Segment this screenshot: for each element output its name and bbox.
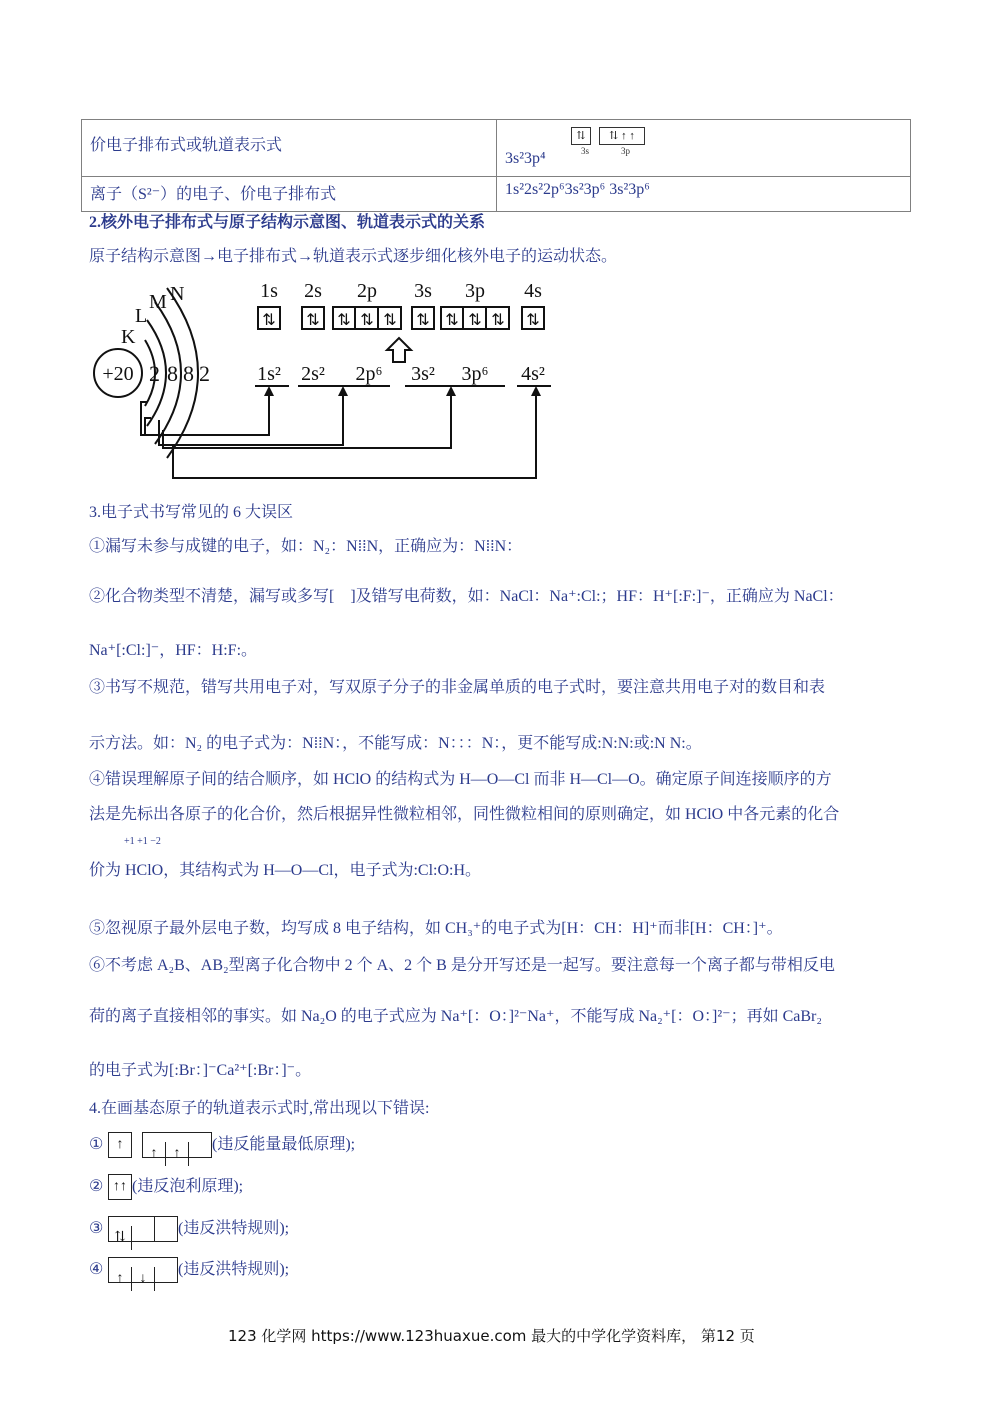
error-item-4-note: (违反洪特规则); [178,1261,290,1278]
shell-l: L [135,305,148,327]
error-item-3-box: ⇅ [108,1216,178,1242]
section3-p3a: ③书写不规范，错写共用电子对，写双原子分子的非金属单质的电子式时，要注意共用电子对的数目和表 [89,679,826,696]
svg-text:2: 2 [199,361,210,386]
svg-text:1s: 1s [260,280,278,302]
svg-text:3s: 3s [414,280,432,302]
error-item-1-num: ① [89,1136,104,1153]
section3-p2b: Na⁺[:Cl:]⁻，HF：H:F:。 [89,642,258,659]
electron-config-table [81,119,911,212]
row1-value: ⇅ ⇅ ↑ ↑ 3s 3p 3s²3p⁴ [497,120,911,177]
svg-text:⇅: ⇅ [337,310,351,329]
svg-text:2p: 2p [357,280,377,302]
svg-text:2p⁶: 2p⁶ [355,363,383,385]
section3-p4b: 法是先标出各原子的化合价，然后根据异性微粒相邻，同性微粒相间的原则确定，如 HClO 中各元素的化合 [89,806,840,823]
section3-p6b: 荷的离子直接相邻的事实。如 Na₂O 的电子式应为 Na⁺[：O：]²⁻Na⁺，不能写成 Na₂⁺[：O：]²⁻；再如 CaBr₂ [89,1008,822,1025]
svg-text:⇅: ⇅ [262,310,276,329]
svg-text:2: 2 [149,361,160,386]
svg-text:⇅: ⇅ [416,310,430,329]
error-item-4-box: ↑ ↓ [108,1257,178,1283]
valence-marks: +1 +1 −2 [124,836,161,847]
svg-text:⇅: ⇅ [306,310,320,329]
section3-p6a: ⑥不考虑 A₂B、AB₂型离子化合物中 2 个 A、2 个 B 是分开写还是一起写。要注意每一个离子都与带相反电 [89,957,835,974]
shell-m: M [149,291,167,313]
svg-text:4s: 4s [524,280,542,302]
error-item-2-num: ② [89,1178,104,1195]
error-item-2-note: (违反泡利原理); [132,1178,244,1195]
svg-text:2s: 2s [304,280,322,302]
shell-n: N [170,283,185,305]
row2-label: 离子（S²⁻）的电子、价电子排布式 [82,177,497,212]
error-item-1-box-a: ↑ [108,1132,132,1158]
nucleus-charge: +20 [102,363,134,385]
section2-intro: 原子结构示意图→电子排布式→轨道表示式逐步细化核外电子的运动状态。 [89,248,618,265]
svg-text:8: 8 [183,361,194,386]
section3-p1: ①漏写未参与成键的电子，如：N₂：N⁞⁞N，正确应为：N⁞⁞N： [89,538,523,555]
section3-p2a: ②化合物类型不清楚，漏写或多写[ ]及错写电荷数，如：NaCl：Na⁺:Cl:；HF：H⁺[:F:]⁻，正确应为 NaCl： [89,588,844,605]
svg-text:⇅: ⇅ [526,310,540,329]
svg-text:4s²: 4s² [521,363,545,385]
svg-text:3p⁶: 3p⁶ [461,363,489,385]
svg-text:3s²: 3s² [411,363,435,385]
section3-p6c: 的电子式为[:Br：]⁻Ca²⁺[:Br：]⁻。 [89,1062,312,1079]
svg-text:8: 8 [167,361,178,386]
orbital-boxes: ⇅ ⇅ ↑ ↑ [571,126,645,145]
section3-p3b: 示方法。如：N₂ 的电子式为：N⁞⁞N：，不能写成：N：：：N：，更不能写成:N:N:或:N N:。 [89,735,702,752]
section3-p5: ⑤忽视原子最外层电子数，均写成 8 电子结构，如 CH₃⁺的电子式为[H：CH：H]⁺而非[H：CH：]⁺。 [89,920,783,937]
svg-text:⇅: ⇅ [360,310,374,329]
row1-label: 价电子排布式或轨道表示式 [82,120,497,177]
error-item-3-num: ③ [89,1220,104,1237]
section3-heading: 3.电子式书写常见的 6 大误区 [89,504,294,521]
row2-value: 1s²2s²2p⁶3s²3p⁶ 3s²3p⁶ [497,177,911,212]
error-item-4-num: ④ [89,1261,104,1278]
svg-text:1s²: 1s² [257,363,281,385]
page-footer: 123 化学网 https://www.123huaxue.com 最大的中学化学资料库， 第12 页 [228,1327,755,1345]
error-item-1-note: (违反能量最低原理); [212,1136,356,1153]
error-item-2-box: ↑↑ [108,1174,132,1200]
atomic-structure-diagram [85,280,565,495]
error-item-3-note: (违反洪特规则); [178,1220,290,1237]
svg-text:2s²: 2s² [301,363,325,385]
svg-text:⇅: ⇅ [383,310,397,329]
section3-p4c: 价为 HClO，其结构式为 H—O—Cl，电子式为:Cl:O:H。 [89,862,482,879]
section4-heading: 4.在画基态原子的轨道表示式时,常出现以下错误: [89,1100,430,1117]
svg-text:⇅: ⇅ [491,310,505,329]
section3-p4a: ④错误理解原子间的结合顺序，如 HClO 的结构式为 H—O—Cl 而非 H—Cl—O。确定原子间连接顺序的方 [89,771,832,788]
error-item-1-box-b: ↑ ↑ [142,1132,212,1158]
svg-text:⇅: ⇅ [468,310,482,329]
svg-text:⇅: ⇅ [445,310,459,329]
section2-heading: 2.核外电子排布式与原子结构示意图、轨道表示式的关系 [89,214,486,231]
svg-text:3p: 3p [465,280,485,302]
shell-k: K [121,326,136,348]
